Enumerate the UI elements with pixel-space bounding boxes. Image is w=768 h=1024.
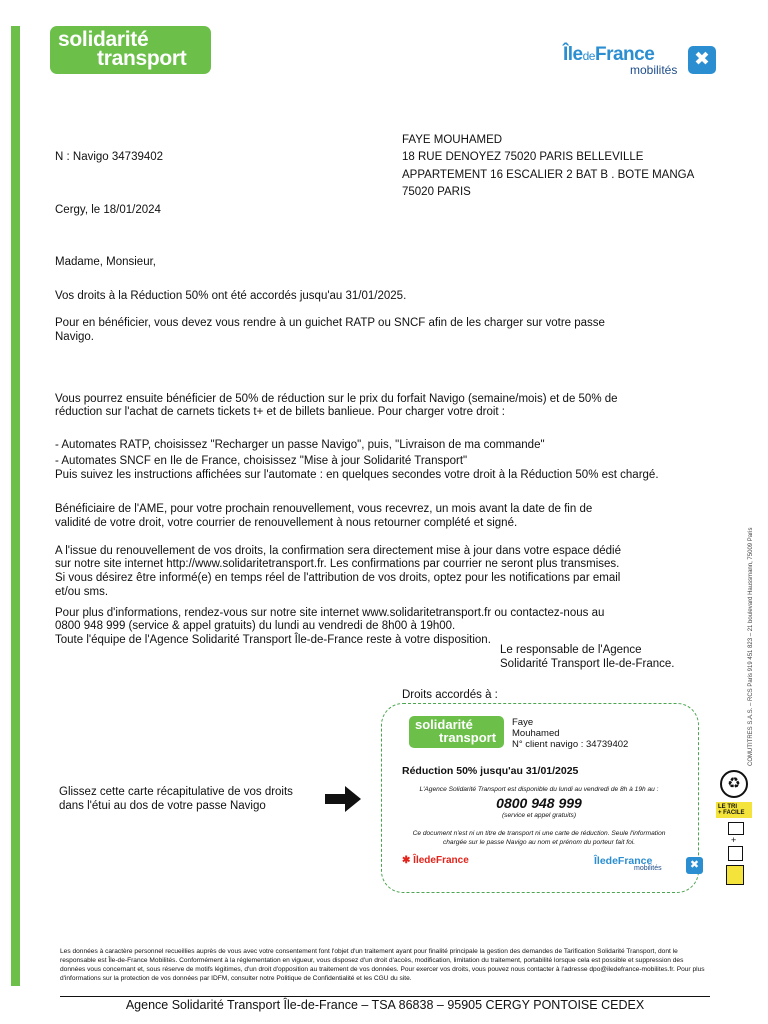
left-green-bar <box>11 26 20 986</box>
navigo-reference: N : Navigo 34739402 <box>55 151 164 163</box>
body-p6c: Toute l'équipe de l'Agence Solidarité Transport Île-de-France reste à votre disposition. <box>55 634 491 646</box>
idfm-logo <box>560 44 720 80</box>
card-last-name: Mouhamed <box>512 728 560 739</box>
recycle-icon: ♻ <box>720 770 748 798</box>
legal-notice: Les données à caractère personnel recueillies auprès de vous avec votre consentement font l'objet d'un traitement ayant pour finalité principale la gestion des demandes de Tarification Solidarité Transport, dont le responsable est Île-de-France Mobilités. Conformément à la réglementation en vigueur, vous disposez d'un droit d'accès, modification, limitation du traitement, portabilité lorsque cela est possible et suppression des données vous concernant et, sous réserve de motifs légitimes, d'un droit d'opposition au traitement de vos données. Pour exercer vos droits, vous pouvez nous contacter à l'adresse dpo@iledefrance-mobilites.fr. Pour plus d'informations sur la protection de vos données par IDFM, consulter notre Politique de Confidentialité et les CGU du site. <box>60 948 705 982</box>
footer-address: Agence Solidarité Transport Île-de-France – TSA 86838 – 95905 CERGY PONTOISE CEDEX <box>125 998 645 1012</box>
signature-line1: Le responsable de l'Agence <box>500 644 642 656</box>
idfm-brand: ÎledeFrance <box>563 44 655 65</box>
tri-facile-label: LE TRI + FACILE <box>716 802 752 818</box>
recipient-line1: 18 RUE DENOYEZ 75020 PARIS BELLEVILLE <box>402 151 644 163</box>
body-p5c: Si vous désirez être informé(e) en temps réel de l'attribution de vos droits, optez pour les notifications par email <box>55 572 621 584</box>
logo-text-transport: transport <box>97 47 187 70</box>
recipient-line2: APPARTEMENT 16 ESCALIER 2 BAT B . BOTE MANGA <box>402 169 695 181</box>
bin-icon <box>726 865 744 885</box>
signature-line2: Solidarité Transport Ile-de-France. <box>500 658 675 670</box>
envelope-icon <box>728 822 744 835</box>
card-solidarite-logo: solidarité transport <box>409 716 504 748</box>
body-p4a: Bénéficiaire de l'AME, pour votre prochain renouvellement, vous recevrez, un mois avant la date de fin de <box>55 503 593 515</box>
card-idfm-icon: ✖ <box>686 857 703 874</box>
footer-divider <box>60 996 710 997</box>
paper-icon <box>728 846 743 861</box>
card-client-number: N° client navigo : 34739402 <box>512 739 629 750</box>
card-holder <box>512 717 628 750</box>
instruction-line1: Glissez cette carte récapitulative de vos droits <box>59 786 293 798</box>
body-bullet1: - Automates RATP, choisissez "Recharger un passe Navigo", puis, "Livraison de ma commande" <box>55 439 545 451</box>
body-p6b: 0800 948 999 (service & appel gratuits) du lundi au vendredi de 8h00 à 19h00. <box>55 620 456 632</box>
card-header: Droits accordés à : <box>402 689 498 701</box>
logo-ticks-icon: ıııı <box>177 25 196 40</box>
card-phone: 0800 948 999 <box>496 795 582 811</box>
card-idf-logo: ✱ ÎledeFrance <box>402 855 469 866</box>
card-instruction <box>59 785 293 813</box>
body-p6a: Pour plus d'informations, rendez-vous sur notre site internet www.solidaritetransport.fr ou contactez-nous au <box>55 607 605 619</box>
recipient-line3: 75020 PARIS <box>402 186 471 198</box>
body-p5a: A l'issue du renouvellement de vos droits, la confirmation sera directement mise à jour dans votre espace dédié <box>55 545 621 557</box>
card-availability: L'Agence Solidarité Transport est disponible du lundi au vendredi de 8h à 19h au : <box>419 786 659 793</box>
recycling-info: ♻ LE TRI + FACILE + <box>716 770 756 892</box>
solidarite-transport-logo <box>50 26 211 74</box>
idfm-sub: mobilités <box>630 63 678 77</box>
body-p4b: validité de votre droit, votre courrier de renouvellement à nous retourner complété et signé. <box>55 517 518 529</box>
body-p2a: Pour en bénéficier, vous devez vous rendre à un guichet RATP ou SNCF afin de les charger sur votre passe <box>55 317 605 329</box>
body-p3b: réduction sur l'achat de carnets tickets t+ et de billets banlieue. Pour charger votre droit : <box>55 406 505 418</box>
body-p5d: et/ou sms. <box>55 586 109 598</box>
body-bullet2: - Automates SNCF en Ile de France, choisissez "Mise à jour Solidarité Transport" <box>55 455 468 467</box>
vertical-legal-text: COMUTITRES S.A.S. – RCS Paris 919 451 823 – 21 boulevard Haussmann, 75009 Paris <box>748 527 754 766</box>
logo-text-solidarite: solidarité <box>58 28 149 51</box>
body-p1: Vos droits à la Réduction 50% ont été accordés jusqu'au 31/01/2025. <box>55 290 407 302</box>
star-icon: ✱ <box>402 855 411 866</box>
body-p5b: sur notre site internet http://www.solidaritetransport.fr. Les confirmations par courrier ne seront plus transmises. <box>55 558 620 570</box>
card-idfm-logo: ÎledeFrance mobilités <box>594 855 662 872</box>
body-p2b: Navigo. <box>55 331 94 343</box>
recipient-name: FAYE MOUHAMED <box>402 134 503 146</box>
card-first-name: Faye <box>512 717 534 728</box>
arrow-right-icon <box>325 786 361 812</box>
body-p3a: Vous pourrez ensuite bénéficier de 50% de réduction sur le prix du forfait Navigo (semaine/mois) et de 50% de <box>55 393 618 405</box>
card-disclaimer: Ce document n'est ni un titre de transport ni une carte de réduction. Seule l'information chargée sur le passe Navigo au nom et prénom du porteur fait foi. <box>412 830 666 846</box>
card-free: (service et appel gratuits) <box>501 812 577 819</box>
salutation: Madame, Monsieur, <box>55 256 156 268</box>
body-bullet3: Puis suivez les instructions affichées sur l'automate : en quelques secondes votre droit à la Réduction 50% est chargé. <box>55 469 659 481</box>
place-date: Cergy, le 18/01/2024 <box>55 204 161 216</box>
card-reduction: Réduction 50% jusqu'au 31/01/2025 <box>402 765 579 777</box>
person-icon: ✖ <box>688 46 716 74</box>
instruction-line2: dans l'étui au dos de votre passe Navigo <box>59 800 266 812</box>
